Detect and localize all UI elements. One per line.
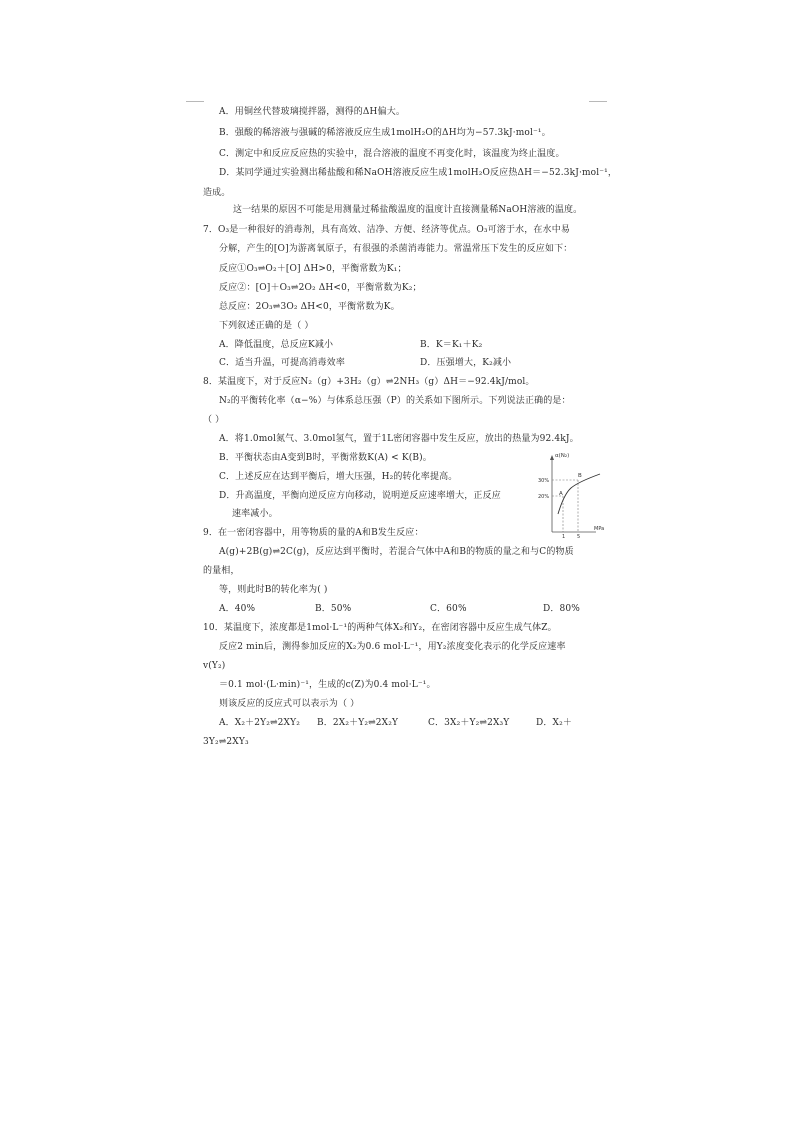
q7-option-a: A．降低温度，总反应K减小: [219, 340, 334, 350]
header-rule-right: [589, 101, 607, 102]
q10-stem: 10．某温度下，浓度都是1mol·L⁻¹的两种气体X₂和Y₂，在密闭容器中反应生成气体Z。: [203, 623, 557, 633]
q10-option-c: C．3X₂＋Y₂⇌2X₃Y: [428, 718, 510, 728]
q10-option-d-cont: 3Y₂⇌2XY₃: [203, 737, 249, 747]
y-axis-arrow-icon: [550, 455, 554, 460]
figure-xtick-1: 1: [562, 534, 566, 538]
q7-option-b: B．K＝K₁＋K₂: [420, 340, 483, 350]
header-rule-left: [186, 101, 204, 102]
q7-option-d: D．压强增大，K₂减小: [420, 358, 512, 368]
q6-option-d-reason: 这一结果的原因不可能是用测量过稀盐酸温度的温度计直接测量稀NaOH溶液的温度。: [233, 205, 583, 215]
q8-option-b: B．平衡状态由A变到B时，平衡常数K(A) < K(B)。: [219, 453, 432, 463]
figure-ytick-30: 30%: [538, 478, 550, 484]
q10-option-d: D．X₂＋: [536, 718, 572, 728]
conversion-pressure-figure: [538, 448, 618, 538]
q9-option-a: A．40%: [219, 604, 256, 614]
q10-prompt: 则该反应的反应式可以表示为（ ）: [219, 699, 360, 709]
figure-point-b: B: [578, 473, 582, 479]
q7-stem-cont: 分解，产生的[O]为游离氧原子，有很强的杀菌消毒能力。常温常压下发生的反应如下：: [219, 244, 573, 254]
q9-stem: 9．在一密闭容器中，用等物质的量的A和B发生反应：: [203, 528, 424, 538]
q9-option-c: C．60%: [430, 604, 467, 614]
q9-option-d: D．80%: [543, 604, 580, 614]
q6-option-a: A．用铜丝代替玻璃搅拌器，测得的ΔH偏大。: [219, 107, 405, 117]
q8-option-d: D．升高温度，平衡向逆反应方向移动，说明逆反应速率增大，正反应: [219, 491, 501, 501]
q6-option-c: C．测定中和反应反应热的实验中，混合溶液的温度不再变化时，该温度为终止温度。: [219, 149, 565, 159]
q8-stem: 8．某温度下，对于反应N₂（g）+3H₂（g）⇌2NH₃（g）ΔH＝−92.4kJ/mol。: [203, 377, 535, 387]
q9-option-b: B．50%: [315, 604, 352, 614]
q6-option-d: D．某同学通过实验测出稀盐酸和稀NaOH溶液反应生成1molH₂O反应热ΔH＝−52.3kJ·mol⁻¹，: [219, 168, 618, 178]
q7-option-c: C．适当升温，可提高消毒效率: [219, 358, 345, 368]
q9-equation: A(g)+2B(g)⇌2C(g)，反应达到平衡时，若混合气体中A和B的物质的量之和与C的物质: [219, 547, 574, 557]
q10-option-a: A．X₂＋2Y₂⇌2XY₂: [219, 718, 300, 728]
q7-prompt: 下列叙述正确的是（ ）: [219, 321, 314, 331]
q9-stem-cont: 的量相，: [203, 566, 240, 576]
q8-option-c: C．上述反应在达到平衡后，增大压强，H₂的转化率提高。: [219, 472, 458, 482]
q10-stem-cont: 反应2 min后，测得参加反应的X₂为0.6 mol·L⁻¹，用Y₂浓度变化表示的化学反应速率: [219, 642, 566, 652]
q8-option-d-cont: 速率减小。: [232, 509, 278, 519]
q8-stem-cont: N₂的平衡转化率（α−%）与体系总压强（P）的关系如下图所示。下列说法正确的是：: [219, 396, 571, 406]
q7-reaction-2: 反应②：[O]＋O₃⇌2O₂ ΔH<0，平衡常数为K₂；: [219, 283, 422, 293]
figure-ytick-20: 20%: [538, 494, 550, 500]
q6-option-b: B．强酸的稀溶液与强碱的稀溶液反应生成1molH₂O的ΔH均为−57.3kJ·mol⁻¹。: [219, 128, 551, 138]
q8-option-a: A．将1.0mol氮气、3.0mol氢气，置于1L密闭容器中发生反应，放出的热量为92.4kJ。: [219, 434, 579, 444]
q8-blank: （ ）: [203, 415, 225, 425]
figure-x-unit: MPa: [594, 526, 605, 532]
q10-rate-symbol: v(Y₂): [203, 661, 226, 671]
q7-stem: 7．O₃是一种很好的消毒剂，具有高效、洁净、方便、经济等优点。O₃可溶于水，在水中易: [203, 225, 571, 235]
q9-prompt: 等，则此时B的转化率为( ): [219, 585, 328, 595]
q7-reaction-total: 总反应：2O₃⇌3O₂ ΔH<0，平衡常数为K。: [219, 302, 400, 312]
figure-y-label: α(N₂): [555, 453, 570, 459]
figure-xtick-5: 5: [577, 534, 581, 538]
q10-option-b: B．2X₂＋Y₂⇌2X₂Y: [317, 718, 399, 728]
q6-option-d-cont: 造成。: [203, 188, 231, 198]
figure-point-a: A: [559, 491, 563, 497]
q10-rate-value: ＝0.1 mol·(L·min)⁻¹，生成的c(Z)为0.4 mol·L⁻¹。: [219, 680, 436, 690]
q7-reaction-1: 反应①O₃⇌O₂＋[O] ΔH>0，平衡常数为K₁；: [219, 264, 407, 274]
